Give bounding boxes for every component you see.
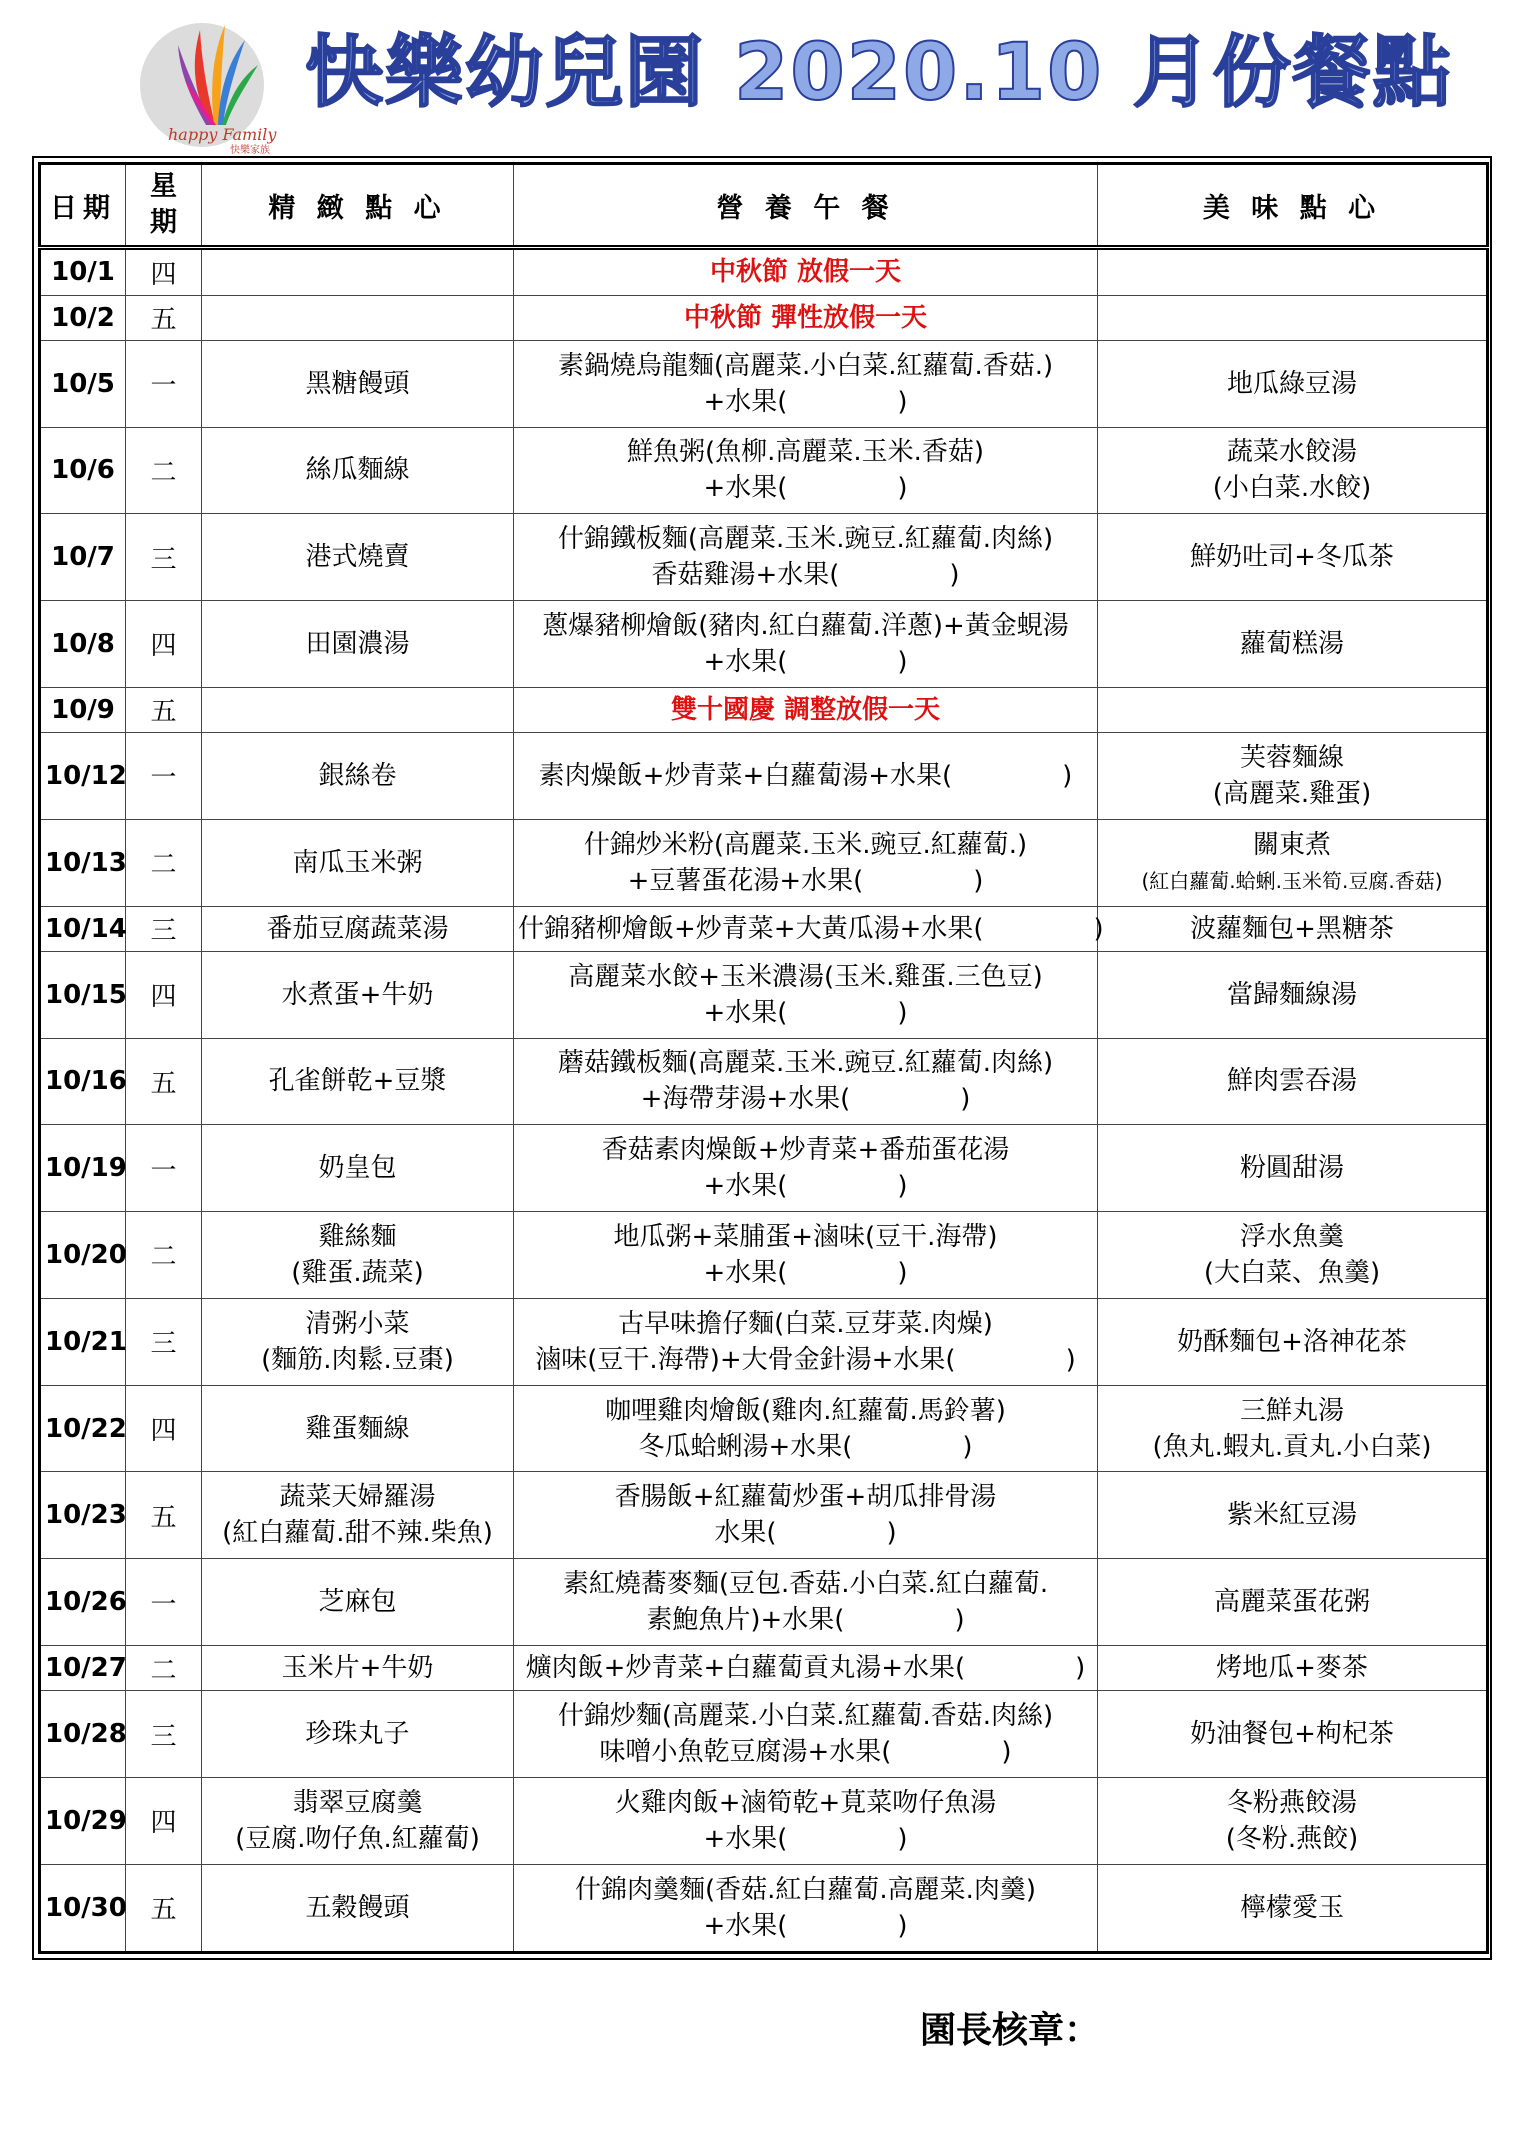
lunch-cell	[514, 906, 1104, 951]
weekday-cell: 四	[126, 601, 202, 688]
menu-text: (大白菜、魚羹)	[1203, 1257, 1381, 1288]
morning-snack-cell	[202, 514, 514, 601]
menu-text: 珍珠丸子	[305, 1719, 410, 1750]
afternoon-snack-cell	[1098, 1038, 1488, 1125]
menu-row	[40, 733, 1488, 820]
menu-row	[40, 1038, 1488, 1125]
menu-text: (魚丸.蝦丸.貢丸.小白菜)	[1152, 1431, 1432, 1462]
weekday-cell: 五	[126, 1038, 202, 1125]
morning-snack-cell	[202, 1298, 514, 1385]
menu-text: 咖哩雞肉燴飯(雞肉.紅蘿蔔.馬鈴薯)	[605, 1395, 1006, 1426]
afternoon-snack-cell	[1098, 1777, 1488, 1864]
menu-row	[40, 427, 1488, 514]
date-cell: 10/14	[40, 906, 126, 951]
menu-text: 蔬菜水餃湯	[1226, 437, 1357, 468]
date-cell: 10/6	[40, 427, 126, 514]
menu-text: 鮮奶吐司+冬瓜茶	[1190, 542, 1394, 573]
weekday-cell: 三	[126, 1298, 202, 1385]
menu-row	[40, 1385, 1488, 1472]
morning-snack-cell	[202, 1559, 514, 1646]
menu-text: 素肉燥飯+炒青菜+白蘿蔔湯+水果( )	[538, 760, 1073, 791]
holiday-notice-cell	[514, 248, 1098, 296]
menu-text: +水果( )	[703, 997, 908, 1028]
menu-text: (紅白蘿蔔.蛤蜊.玉米筍.豆腐.香菇)	[1141, 868, 1443, 893]
menu-row	[40, 1125, 1488, 1212]
menu-text: 粉圓甜湯	[1239, 1153, 1344, 1184]
col-header-lunch: 營 養 午 餐	[514, 164, 1098, 248]
menu-text: 黑糖饅頭	[305, 368, 410, 399]
menu-text: 波蘿麵包+黑糖茶	[1190, 913, 1394, 944]
morning-snack-cell	[202, 733, 514, 820]
morning-snack-cell	[202, 601, 514, 688]
menu-text: 什錦鐵板麵(高麗菜.玉米.豌豆.紅蘿蔔.肉絲)	[557, 524, 1054, 555]
weekday-cell: 二	[126, 1646, 202, 1691]
lunch-cell	[514, 1472, 1098, 1559]
menu-text: 火雞肉飯+滷筍乾+莧菜吻仔魚湯	[614, 1787, 997, 1818]
date-cell: 10/12	[40, 733, 126, 820]
weekday-cell: 五	[126, 295, 202, 340]
menu-text: 地瓜粥+菜脯蛋+滷味(豆干.海帶)	[613, 1221, 998, 1252]
menu-text: 雞絲麵	[318, 1221, 397, 1252]
menu-text: 檸檬愛玉	[1239, 1892, 1344, 1923]
menu-row	[40, 1472, 1488, 1559]
menu-text: 什錦炒麵(高麗菜.小白菜.紅蘿蔔.香菇.肉絲)	[557, 1701, 1054, 1732]
menu-text: 烤地瓜+麥茶	[1216, 1653, 1368, 1684]
weekday-cell: 四	[126, 248, 202, 296]
lunch-cell	[514, 601, 1098, 688]
col-header-date: 日期	[40, 164, 126, 248]
menu-row	[40, 1777, 1488, 1864]
menu-text: 翡翠豆腐羹	[292, 1787, 423, 1818]
col-header-morning-snack: 精 緻 點 心	[202, 164, 514, 248]
logo-subtext: 快樂家族	[230, 145, 270, 156]
menu-text: 滷味(豆干.海帶)+大骨金針湯+水果( )	[535, 1344, 1076, 1375]
lunch-cell	[514, 1298, 1098, 1385]
menu-text: 港式燒賣	[305, 542, 410, 573]
lunch-cell	[514, 1212, 1098, 1299]
menu-text: (高麗菜.雞蛋)	[1212, 778, 1372, 809]
date-cell: 10/30	[40, 1864, 126, 1952]
morning-snack-cell	[202, 1125, 514, 1212]
menu-text: 味噌小魚乾豆腐湯+水果( )	[599, 1737, 1012, 1768]
date-cell: 10/20	[40, 1212, 126, 1299]
morning-snack-cell	[202, 1691, 514, 1778]
menu-text: 高麗菜水餃+玉米濃湯(玉米.雞蛋.三色豆)	[568, 961, 1043, 992]
menu-text: 素紅燒蕎麥麵(豆包.香菇.小白菜.紅白蘿蔔.	[562, 1569, 1049, 1600]
afternoon-snack-cell	[1098, 1646, 1488, 1691]
menu-row	[40, 951, 1488, 1038]
menu-text: 田園濃湯	[305, 628, 410, 659]
menu-text: +水果( )	[703, 1910, 908, 1941]
afternoon-snack-cell	[1098, 601, 1488, 688]
weekday-cell: 四	[126, 1385, 202, 1472]
afternoon-snack-cell	[1098, 1864, 1488, 1952]
menu-row	[40, 1212, 1488, 1299]
menu-text: 中秋節 彈性放假一天	[683, 302, 928, 333]
menu-text: 當歸麵線湯	[1226, 979, 1357, 1010]
menu-text: (小白菜.水餃)	[1212, 473, 1372, 504]
menu-row	[40, 1559, 1488, 1646]
weekday-cell: 五	[126, 687, 202, 732]
lunch-cell	[514, 340, 1098, 427]
morning-snack-cell	[202, 1777, 514, 1864]
date-cell: 10/22	[40, 1385, 126, 1472]
weekday-cell: 一	[126, 1125, 202, 1212]
afternoon-snack-cell	[1098, 1385, 1488, 1472]
date-cell: 10/29	[40, 1777, 126, 1864]
morning-snack-cell	[202, 295, 514, 340]
date-cell: 10/27	[40, 1646, 126, 1691]
menu-text: 孔雀餅乾+豆漿	[268, 1066, 447, 1097]
date-cell: 10/7	[40, 514, 126, 601]
menu-row	[40, 601, 1488, 688]
menu-text: +水果( )	[703, 1171, 908, 1202]
morning-snack-cell	[202, 906, 514, 951]
menu-text: 什錦豬柳燴飯+炒青菜+大黃瓜湯+水果( )	[518, 913, 1104, 944]
menu-text: (麵筋.肉鬆.豆棗)	[261, 1344, 454, 1375]
menu-text: 芙蓉麵線	[1239, 742, 1344, 773]
menu-text: 奶皇包	[318, 1153, 397, 1184]
weekday-cell: 五	[126, 1864, 202, 1952]
menu-text: 蘑菇鐵板麵(高麗菜.玉米.豌豆.紅蘿蔔.肉絲)	[557, 1048, 1054, 1079]
afternoon-snack-cell	[1098, 1125, 1488, 1212]
menu-text: 水煮蛋+牛奶	[281, 979, 434, 1010]
afternoon-snack-cell	[1098, 340, 1488, 427]
date-cell: 10/1	[40, 248, 126, 296]
holiday-notice-cell	[514, 687, 1098, 732]
menu-text: 銀絲卷	[318, 760, 397, 791]
menu-row	[40, 1864, 1488, 1952]
menu-text: 鮮肉雲吞湯	[1226, 1066, 1357, 1097]
menu-text: +水果( )	[703, 1823, 908, 1854]
page-title: 快樂幼兒園 2020.10 月份餐點	[305, 28, 1453, 118]
lunch-cell	[514, 819, 1098, 906]
lunch-cell	[514, 1691, 1098, 1778]
afternoon-snack-cell	[1098, 687, 1488, 732]
weekday-cell: 三	[126, 906, 202, 951]
weekday-cell: 一	[126, 1559, 202, 1646]
menu-row	[40, 514, 1488, 601]
weekday-cell: 四	[126, 951, 202, 1038]
menu-text: 古早味擔仔麵(白菜.豆芽菜.肉燥)	[618, 1308, 993, 1339]
menu-text: 水果( )	[714, 1518, 897, 1549]
menu-text: 香腸飯+紅蘿蔔炒蛋+胡瓜排骨湯	[614, 1482, 997, 1513]
menu-text: +水果( )	[703, 646, 908, 677]
menu-text: +水果( )	[703, 473, 908, 504]
morning-snack-cell	[202, 1646, 514, 1691]
menu-text: 香菇素肉燥飯+炒青菜+番茄蛋花湯	[601, 1135, 1010, 1166]
menu-text: +海帶芽湯+水果( )	[640, 1084, 971, 1115]
lunch-cell	[514, 427, 1098, 514]
menu-text: 關東煮	[1252, 829, 1331, 860]
afternoon-snack-cell	[1098, 819, 1488, 906]
afternoon-snack-cell	[1098, 1691, 1488, 1778]
menu-text: 蔬菜天婦羅湯	[279, 1482, 436, 1513]
afternoon-snack-cell	[1098, 514, 1488, 601]
date-cell: 10/5	[40, 340, 126, 427]
menu-text: (豆腐.吻仔魚.紅蘿蔔)	[235, 1823, 480, 1854]
menu-text: 雞蛋麵線	[305, 1413, 410, 1444]
afternoon-snack-cell	[1098, 1298, 1488, 1385]
menu-row	[40, 906, 1488, 951]
holiday-notice-cell	[514, 295, 1098, 340]
weekday-cell: 二	[126, 427, 202, 514]
menu-text: 冬瓜蛤蜊湯+水果( )	[638, 1431, 973, 1462]
menu-row	[40, 819, 1488, 906]
morning-snack-cell	[202, 248, 514, 296]
date-cell: 10/26	[40, 1559, 126, 1646]
afternoon-snack-cell	[1098, 295, 1488, 340]
afternoon-snack-cell	[1098, 1472, 1488, 1559]
weekday-cell: 三	[126, 514, 202, 601]
menu-text: 素鮑魚片)+水果( )	[646, 1605, 965, 1636]
menu-text: 蘿蔔糕湯	[1239, 628, 1344, 659]
menu-row	[40, 295, 1488, 340]
menu-text: +水果( )	[703, 386, 908, 417]
menu-text: 南瓜玉米粥	[292, 847, 423, 878]
menu-table	[38, 162, 1489, 1954]
afternoon-snack-cell	[1098, 248, 1488, 296]
menu-text: 素鍋燒烏龍麵(高麗菜.小白菜.紅蘿蔔.香菇.)	[557, 350, 1054, 381]
menu-text: 浮水魚羹	[1239, 1221, 1344, 1252]
afternoon-snack-cell	[1098, 427, 1488, 514]
afternoon-snack-cell	[1098, 733, 1488, 820]
morning-snack-cell	[202, 1385, 514, 1472]
lunch-cell	[514, 1038, 1098, 1125]
menu-text: 高麗菜蛋花粥	[1213, 1587, 1370, 1618]
menu-text: (雞蛋.蔬菜)	[291, 1257, 424, 1288]
date-cell: 10/9	[40, 687, 126, 732]
lunch-cell	[514, 733, 1098, 820]
morning-snack-cell	[202, 951, 514, 1038]
menu-row	[40, 1298, 1488, 1385]
menu-text: 蔥爆豬柳燴飯(豬肉.紅白蘿蔔.洋蔥)+黃金蜆湯	[542, 610, 1069, 641]
menu-row	[40, 687, 1488, 732]
afternoon-snack-cell	[1098, 1559, 1488, 1646]
lunch-cell	[514, 951, 1098, 1038]
col-header-afternoon-snack: 美 味 點 心	[1098, 164, 1488, 248]
date-cell: 10/13	[40, 819, 126, 906]
date-cell: 10/8	[40, 601, 126, 688]
lunch-cell	[514, 1559, 1098, 1646]
morning-snack-cell	[202, 1038, 514, 1125]
lunch-cell	[514, 1385, 1098, 1472]
menu-row	[40, 248, 1488, 296]
menu-text: (冬粉.燕餃)	[1225, 1823, 1359, 1854]
menu-text: 五穀饅頭	[305, 1892, 410, 1923]
col-header-day: 星 期	[126, 164, 202, 248]
menu-row	[40, 1646, 1488, 1691]
morning-snack-cell	[202, 1472, 514, 1559]
morning-snack-cell	[202, 340, 514, 427]
menu-text: 雙十國慶 調整放假一天	[670, 694, 941, 725]
weekday-cell: 一	[126, 340, 202, 427]
menu-text: 爌肉飯+炒青菜+白蘿蔔貢丸湯+水果( )	[525, 1653, 1086, 1684]
date-cell: 10/21	[40, 1298, 126, 1385]
menu-text: 冬粉燕餃湯	[1226, 1787, 1357, 1818]
menu-text: (紅白蘿蔔.甜不辣.柴魚)	[222, 1518, 493, 1549]
menu-text: 番茄豆腐蔬菜湯	[266, 913, 449, 944]
menu-text: 什錦炒米粉(高麗菜.玉米.豌豆.紅蘿蔔.)	[583, 829, 1028, 860]
menu-text: 三鮮丸湯	[1239, 1395, 1344, 1426]
date-cell: 10/28	[40, 1691, 126, 1778]
menu-text: 清粥小菜	[305, 1308, 410, 1339]
afternoon-snack-cell	[1098, 951, 1488, 1038]
menu-text: 玉米片+牛奶	[281, 1653, 434, 1684]
morning-snack-cell	[202, 1212, 514, 1299]
morning-snack-cell	[202, 1864, 514, 1952]
menu-text: +水果( )	[703, 1257, 908, 1288]
weekday-cell: 三	[126, 1691, 202, 1778]
menu-text: 地瓜綠豆湯	[1226, 368, 1357, 399]
weekday-cell: 二	[126, 819, 202, 906]
date-cell: 10/15	[40, 951, 126, 1038]
lunch-cell	[514, 1125, 1098, 1212]
menu-text: 紫米紅豆湯	[1226, 1500, 1357, 1531]
menu-row	[40, 340, 1488, 427]
menu-text: 奶油餐包+枸杞茶	[1190, 1719, 1394, 1750]
lunch-cell	[514, 1864, 1098, 1952]
header-row	[40, 164, 1488, 248]
lunch-cell	[514, 514, 1098, 601]
morning-snack-cell	[202, 427, 514, 514]
menu-text: 奶酥麵包+洛神花茶	[1177, 1326, 1407, 1357]
weekday-cell: 四	[126, 1777, 202, 1864]
weekday-cell: 二	[126, 1212, 202, 1299]
lunch-cell	[514, 1777, 1098, 1864]
kindergarten-logo	[140, 15, 315, 155]
principal-signature-label: 園長核章：	[920, 2010, 1101, 2051]
date-cell: 10/16	[40, 1038, 126, 1125]
lunch-cell	[514, 1646, 1098, 1691]
date-cell: 10/23	[40, 1472, 126, 1559]
menu-row	[40, 1691, 1488, 1778]
menu-text: 中秋節 放假一天	[709, 257, 902, 288]
date-cell: 10/2	[40, 295, 126, 340]
date-cell: 10/19	[40, 1125, 126, 1212]
menu-text: 絲瓜麵線	[305, 455, 410, 486]
weekday-cell: 一	[126, 733, 202, 820]
afternoon-snack-cell	[1098, 906, 1488, 951]
morning-snack-cell	[202, 819, 514, 906]
menu-text: 香菇雞湯+水果( )	[651, 560, 960, 591]
menu-text: +豆薯蛋花湯+水果( )	[627, 865, 984, 896]
logo-text: happy Family	[168, 125, 277, 144]
weekday-cell: 五	[126, 1472, 202, 1559]
menu-text: 鮮魚粥(魚柳.高麗菜.玉米.香菇)	[626, 437, 985, 468]
menu-text: 芝麻包	[318, 1587, 397, 1618]
menu-text: 什錦肉羹麵(香菇.紅白蘿蔔.高麗菜.肉羹)	[574, 1874, 1037, 1905]
morning-snack-cell	[202, 687, 514, 732]
afternoon-snack-cell	[1098, 1212, 1488, 1299]
